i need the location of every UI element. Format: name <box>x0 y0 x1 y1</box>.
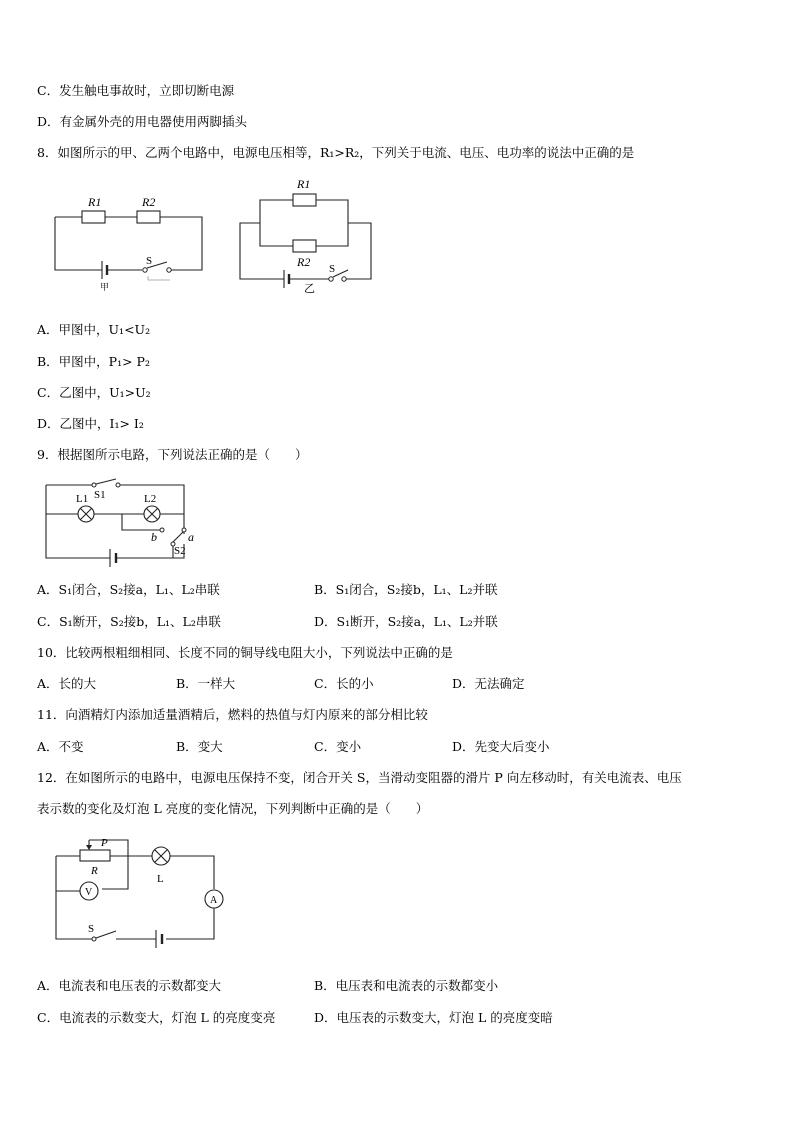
q8-circuit-jia <box>30 188 220 298</box>
q12-option-d: D．电压表的示数变大，灯泡 L 的亮度变暗 <box>314 1010 553 1025</box>
q12-option-c: C．电流表的示数变大，灯泡 L 的亮度变亮 <box>37 1010 276 1025</box>
q12-a-label: A <box>210 895 218 906</box>
q9-a-label: a <box>188 530 194 544</box>
q9-s2-label: S2 <box>174 545 186 557</box>
q8-option-a: A．甲图中，U₁<U₂ <box>37 322 151 337</box>
yi-r1-label: R1 <box>297 177 311 191</box>
q9-option-a: A．S₁闭合，S₂接a，L₁、L₂串联 <box>37 582 220 597</box>
q12-p-label: P <box>101 837 108 849</box>
q9-circuit <box>36 478 206 578</box>
jia-r2-label: R2 <box>142 195 156 209</box>
q7-option-c: C．发生触电事故时，立即切断电源 <box>37 83 235 98</box>
q10-option-a: A．长的大 <box>37 676 97 691</box>
q12-v-label: V <box>85 887 93 898</box>
q9-option-d: D．S₁断开，S₂接a，L₁、L₂并联 <box>314 614 498 629</box>
q7-option-d: D．有金属外壳的用电器使用两脚插头 <box>37 114 248 129</box>
q10-option-d: D．无法确定 <box>452 676 525 691</box>
q12-option-b: B．电压表和电流表的示数都变小 <box>314 978 499 993</box>
q8-circuit-yi <box>232 172 382 302</box>
q12-s-label: S <box>88 923 95 935</box>
q9-option-c: C．S₁断开，S₂接b，L₁、L₂串联 <box>37 614 221 629</box>
q9-option-b: B．S₁闭合，S₂接b，L₁、L₂并联 <box>314 582 498 597</box>
q8-option-d: D．乙图中，I₁> I₂ <box>37 416 144 431</box>
jia-r1-label: R1 <box>88 195 102 209</box>
q8-option-b: B．甲图中，P₁> P₂ <box>37 354 150 369</box>
q9-l2-label: L2 <box>144 493 157 505</box>
q11-option-a: A．不变 <box>37 739 84 754</box>
yi-s-label: S <box>329 263 336 275</box>
jia-s-label: S <box>146 255 153 267</box>
q9-s1-label: S1 <box>94 489 106 501</box>
q11-stem: 11．向酒精灯内添加适量酒精后，燃料的热值与灯内原来的部分相比较 <box>37 707 428 722</box>
q8-stem: 8．如图所示的甲、乙两个电路中，电源电压相等，R₁>R₂，下列关于电流、电压、电功率的说法中正确的是 <box>37 145 635 160</box>
q8-option-c: C．乙图中，U₁>U₂ <box>37 385 151 400</box>
jia-name: 甲 <box>100 282 110 292</box>
q9-stem: 9．根据图所示电路，下列说法正确的是（ ） <box>37 447 308 462</box>
q11-option-d: D．先变大后变小 <box>452 739 550 754</box>
q10-stem: 10．比较两根粗细相同、长度不同的铜导线电阻大小，下列说法中正确的是 <box>37 645 453 660</box>
q11-option-c: C．变小 <box>314 739 362 754</box>
q11-option-b: B．变大 <box>176 739 223 754</box>
q12-option-a: A．电流表和电压表的示数都变大 <box>37 978 222 993</box>
q10-option-b: B．一样大 <box>176 676 236 691</box>
q10-option-c: C．长的小 <box>314 676 374 691</box>
q12-l-label: L <box>157 873 164 885</box>
q9-b-label: b <box>151 530 157 544</box>
yi-r2-label: R2 <box>297 255 311 269</box>
q12-r-label: R <box>91 865 98 877</box>
q12-stem-line2: 表示数的变化及灯泡 L 亮度的变化情况，下列判断中正确的是（ ） <box>37 801 429 816</box>
yi-name: 乙 <box>304 283 315 295</box>
q9-l1-label: L1 <box>76 493 89 505</box>
q12-stem-line1: 12．在如图所示的电路中，电源电压保持不变，闭合开关 S，当滑动变阻器的滑片 P 向左移动时，有关电流表、电压 <box>37 770 682 785</box>
q12-circuit <box>44 834 234 954</box>
